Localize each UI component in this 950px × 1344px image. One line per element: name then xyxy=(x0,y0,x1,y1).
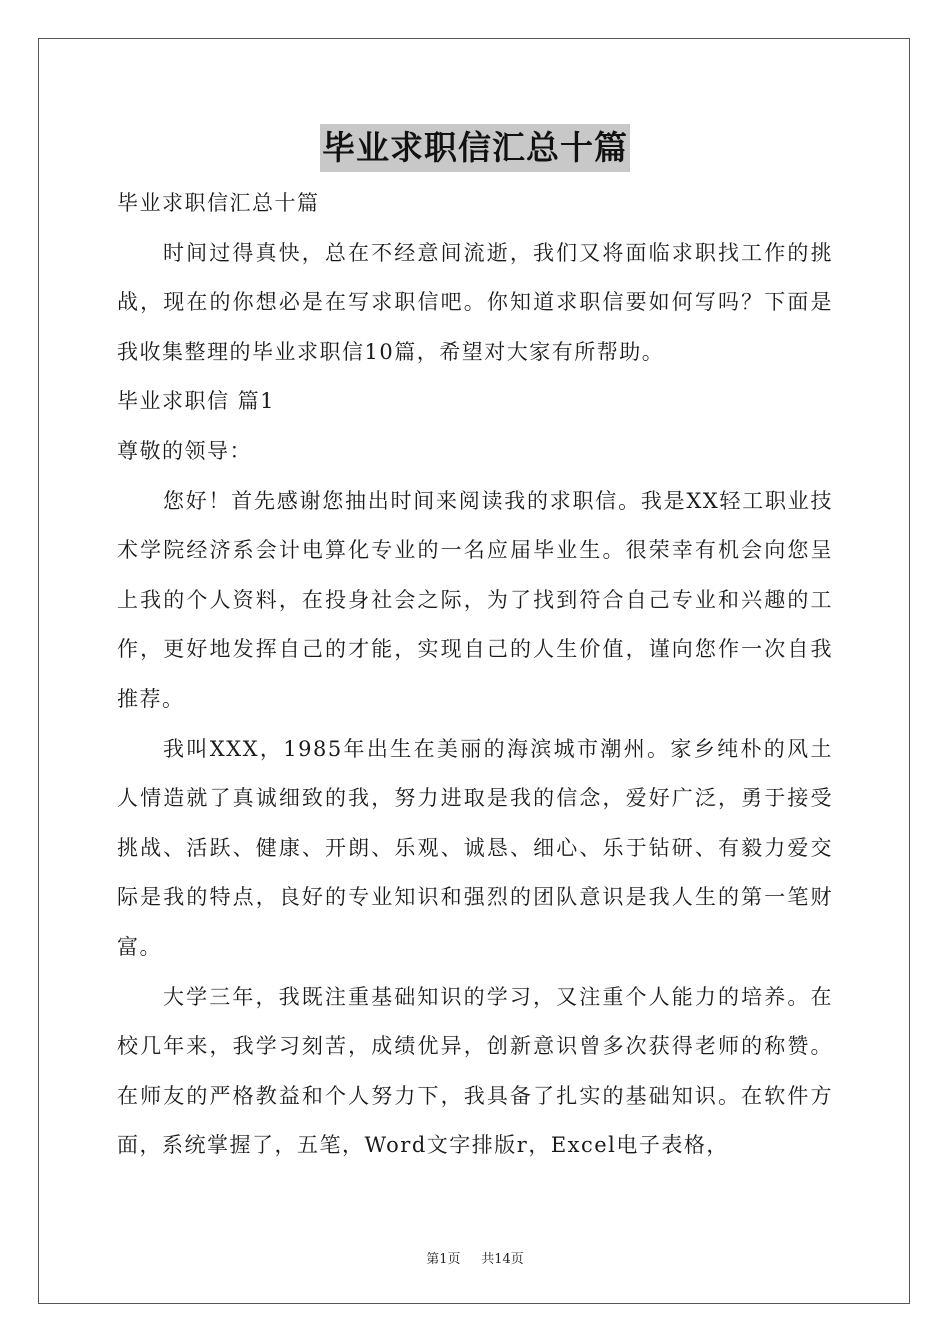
salutation: 尊敬的领导： xyxy=(117,438,252,463)
body-paragraph: 大学三年，我既注重基础知识的学习，又注重个人能力的培养。在校几年来，我学习刻苦，成绩优异，创新意识曾多次获得老师的称赞。在师友的严格教益和个人努力下，我具备了扎实的基础知识。在软件方面，系统掌握了，五笔，Word文字排版r，Excel电子表格， xyxy=(117,984,833,1158)
body-paragraph: 我叫XXX，1985年出生在美丽的海滨城市潮州。家乡纯朴的风土人情造就了真诚细致的我，努力进取是我的信念，爱好广泛，勇于接受挑战、活跃、健康、开朗、乐观、诚恳、细心、乐于钻研、有毅力爱交际是我的特点，良好的专业知识和强烈的团队意识是我人生的第一笔财富。 xyxy=(117,736,833,959)
section-heading: 毕业求职信 篇1 xyxy=(117,389,276,414)
page-footer xyxy=(0,1248,950,1267)
document-body xyxy=(117,179,833,1171)
body-paragraph: 您好！首先感谢您抽出时间来阅读我的求职信。我是XX轻工职业技术学院经济系会计电算化专业的一名应届毕业生。很荣幸有机会向您呈上我的个人资料，在投身社会之际，为了找到符合自己专业和兴趣的工作，更好地发挥自己的才能，实现自己的人生价值，谨向您作一次自我推荐。 xyxy=(117,488,833,711)
intro-paragraph: 时间过得真快，总在不经意间流逝，我们又将面临求职找工作的挑战，现在的你想必是在写求职信吧。你知道求职信要如何写吗？下面是我收集整理的毕业求职信10篇，希望对大家有所帮助。 xyxy=(117,240,833,364)
page-number: 第1页 xyxy=(426,1252,461,1267)
title-container xyxy=(0,124,950,172)
document-subtitle: 毕业求职信汇总十篇 xyxy=(117,191,320,215)
page-total: 共14页 xyxy=(481,1252,524,1267)
document-title: 毕业求职信汇总十篇 xyxy=(320,124,630,172)
